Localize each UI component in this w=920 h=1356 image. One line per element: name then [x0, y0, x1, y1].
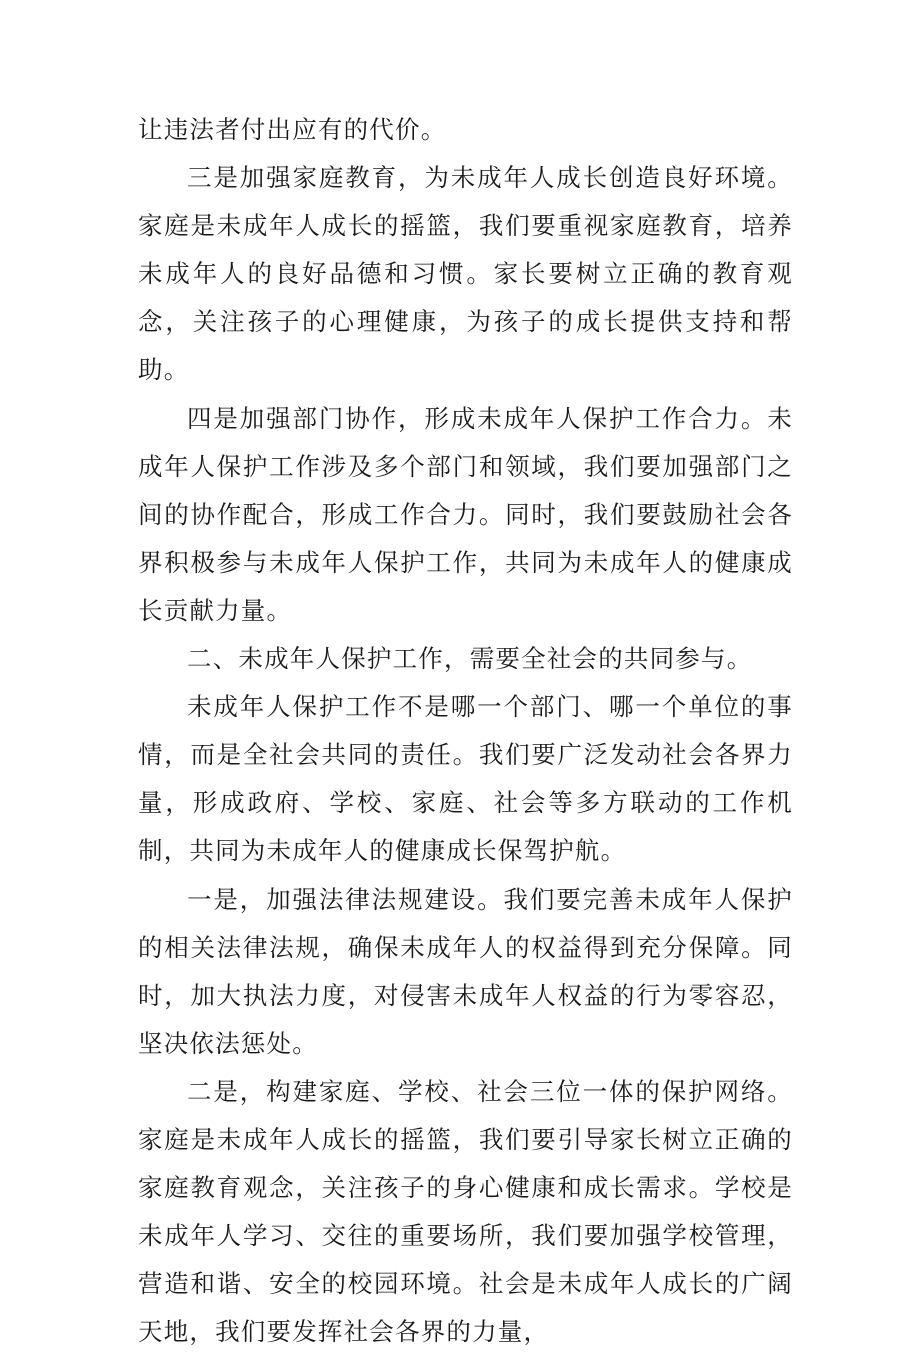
paragraph-legal-construction: 一是，加强法律法规建设。我们要完善未成年人保护的相关法律法规，确保未成年人的权益得到充分保障。同时，加大执法力度，对侵害未成年人权益的行为零容忍，坚决依法惩处。 [138, 884, 793, 1058]
paragraph-shared-responsibility: 未成年人保护工作不是哪一个部门、哪一个单位的事情，而是全社会共同的责任。我们要广泛发动社会各界力量，形成政府、学校、家庭、社会等多方联动的工作机制，共同为未成年人的健康成长保驾护航。 [138, 692, 793, 866]
paragraph-continuation: 让违法者付出应有的代价。 [138, 115, 447, 144]
section-heading-social-participation: 二、未成年人保护工作，需要全社会的共同参与。 [187, 644, 753, 674]
document-body [138, 106, 793, 1356]
paragraph-family-education: 三是加强家庭教育，为未成年人成长创造良好环境。家庭是未成年人成长的摇篮，我们要重视家庭教育，培养未成年人的良好品德和习惯。家长要树立正确的教育观念，关注孩子的心理健康，为孩子的成长提供支持和帮助。 [138, 163, 793, 385]
paragraph-protection-network: 二是，构建家庭、学校、社会三位一体的保护网络。家庭是未成年人成长的摇篮，我们要引导家长树立正确的家庭教育观念，关注孩子的身心健康和成长需求。学校是未成年人学习、交往的重要场所，我们要加强学校管理，营造和谐、安全的校园环境。社会是未成年人成长的广阔天地，我们要发挥社会各界的力量， [138, 1076, 793, 1347]
paragraph-department-cooperation: 四是加强部门协作，形成未成年人保护工作合力。未成年人保护工作涉及多个部门和领域，我们要加强部门之间的协作配合，形成工作合力。同时，我们要鼓励社会各界积极参与未成年人保护工作，共同为未成年人的健康成长贡献力量。 [138, 403, 793, 625]
